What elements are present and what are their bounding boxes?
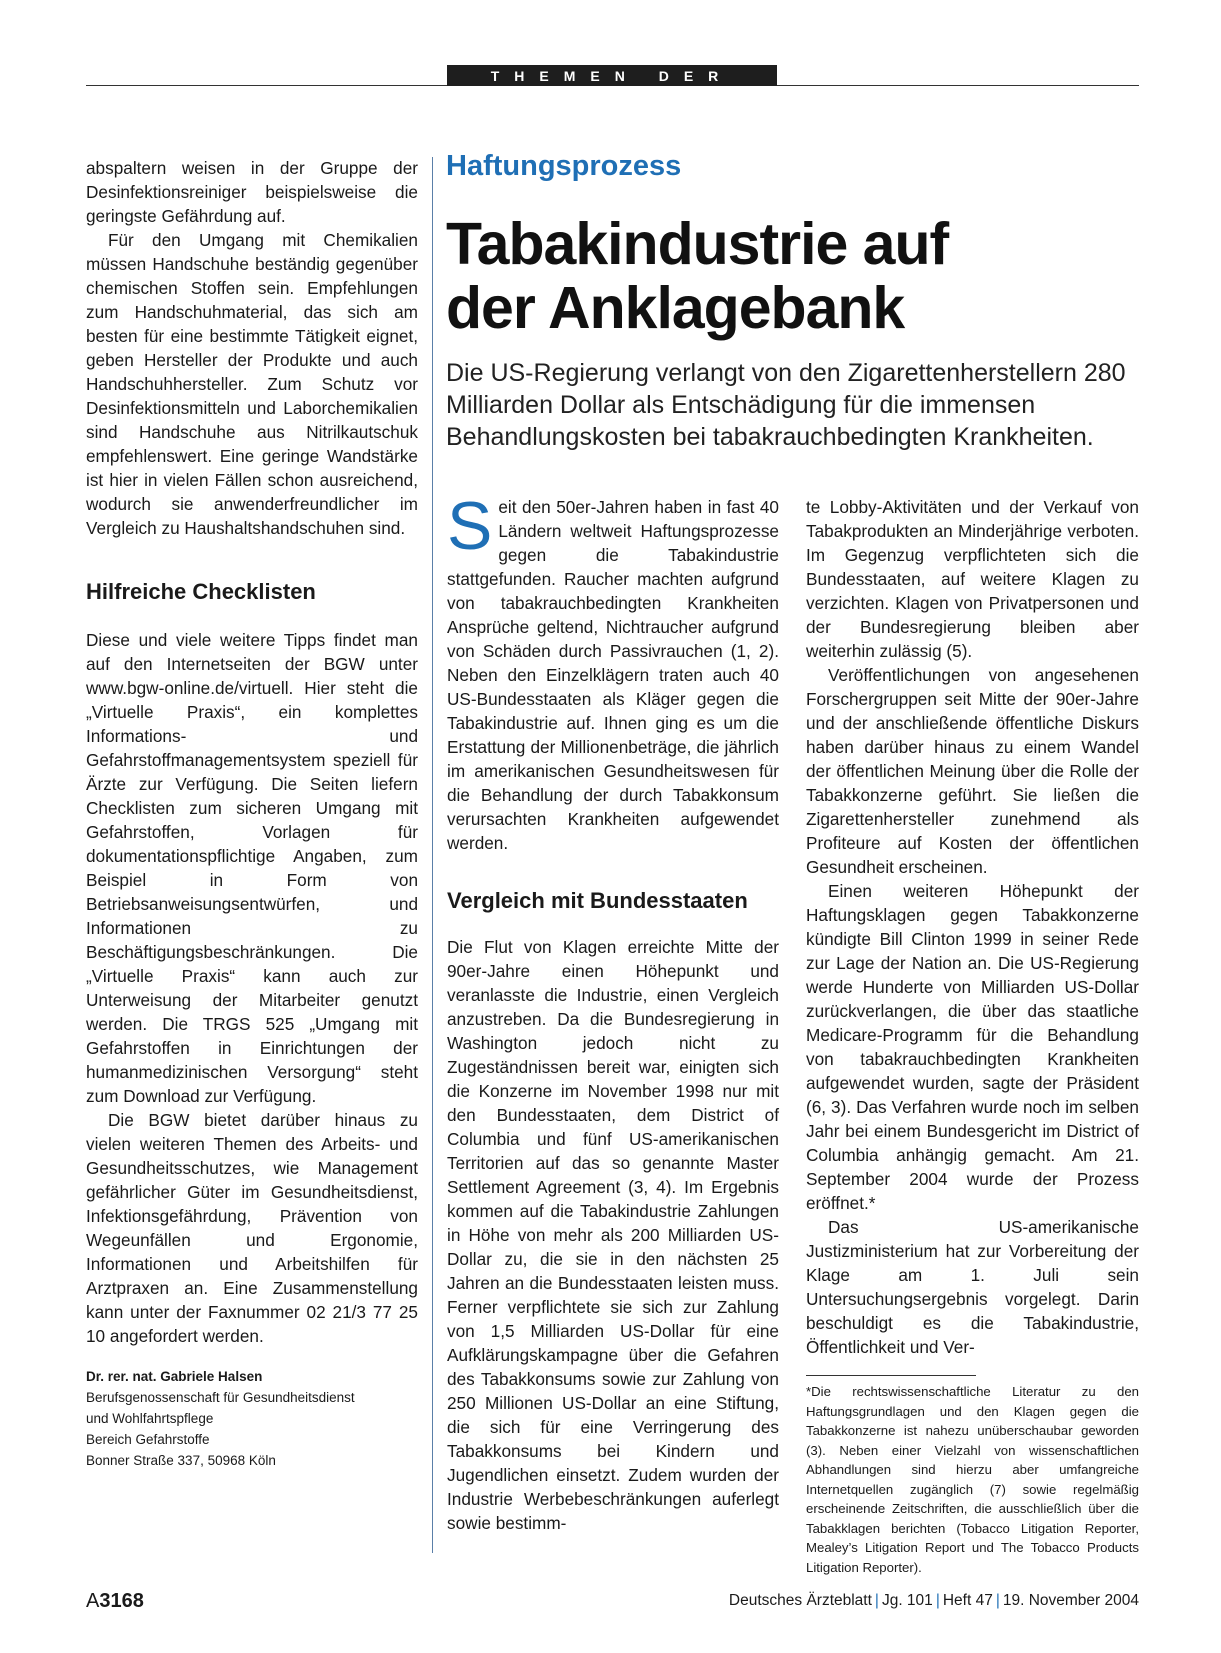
section-label: THEMEN DER ZEIT [447, 65, 777, 86]
left-column [86, 156, 418, 1471]
article-paragraph-4: Veröffentlichungen von angesehenen Forschergruppen seit Mitte der 90er-Jahre und der anschließende öffentliche Diskurs haben darüber hinaus zu einem Wandel der öffentlichen Meinung über die Rolle der Tabakkonzerne geführt. Sie ließen die Zigarettenhersteller zunehmend als Profiteure auf Kosten der öffentlichen Gesundheit erscheinen. [806, 665, 1139, 877]
left-paragraph-1: abspaltern weisen in der Gruppe der Desinfektionsreiniger beispielsweise die geringste Gefährdung auf. [86, 158, 418, 226]
footnote-rule [806, 1375, 976, 1376]
author-block [86, 1366, 418, 1471]
journal-footer [729, 1592, 1139, 1610]
article-kicker: Haftungsprozess [446, 150, 682, 182]
journal-name: Deutsches Ärzteblatt [728, 1592, 872, 1609]
author-affiliation-2: und Wohlfahrtspflege [86, 1411, 214, 1426]
left-subhead: Hilfreiche Checklisten [86, 579, 316, 604]
left-paragraph-3: Diese und viele weitere Tipps findet man auf den Internetseiten der BGW unter www.bgw-online.de/virtuell. Hier steht die „Virtuelle Praxis“, ein komplettes Informations- und Gefahrstoffmanagementsystem speziell für Ärzte zur Verfügung. Die Seiten liefern Checklisten zum sicheren Umgang mit Gefahrstoffen, Vorlagen für dokumentationspflichtige Angaben, zum Beispiel in Form von Betriebsanweisungsentwürfen, und Informationen zu Beschäftigungsbeschränkungen. Die „Virtuelle Praxis“ kann auch zur Unterweisung der Mitarbeiter genutzt werden. Die TRGS 525 „Umgang mit Gefahrstoffen in Einrichtungen der humanmedizinischen Versorgung“ steht zum Download zur Verfügung. [86, 630, 418, 1106]
right-column [806, 495, 1139, 1359]
article-paragraph-3: te Lobby-Aktivitäten und der Verkauf von Tabakprodukten an Minderjährige verboten. Im Gegenzug verpflichteten sich die Bundesstaaten, auf weitere Klagen zu verzichten. Klagen von Privatpersonen und der Bundesregierung bleiben aber weiterhin zulässig (5). [806, 497, 1139, 661]
headline-line-2: der Anklagebank [446, 275, 905, 341]
journal-issue: Heft 47 [942, 1592, 993, 1609]
left-paragraph-2: Für den Umgang mit Chemikalien müssen Handschuhe beständig gegenüber chemischen Stoffen sein. Empfehlungen zum Handschuhmaterial, das sich am besten für eine bestimmte Tätigkeit eignet, geben Hersteller der Produkte und auch Handschuhhersteller. Zum Schutz vor Desinfektionsmitteln und Laborchemikalien sind Handschuhe aus Nitrilkautschuk empfehlenswert. Eine geringe Wandstärke ist hier in vielen Fällen schon ausreichend, wodurch sie anwenderfreundlicher im Vergleich zu Haushaltshandschuhen sind. [86, 230, 418, 538]
author-address: Bonner Straße 337, 50968 Köln [86, 1453, 276, 1468]
author-name: Dr. rer. nat. Gabriele Halsen [86, 1369, 263, 1384]
article-paragraph-6: Das US-amerikanische Justizministerium hat zur Vorbereitung der Klage am 1. Juli sein Untersuchungsergebnis vorgelegt. Darin beschuldigt es die Tabakindustrie, Öffentlichkeit und Ver- [806, 1217, 1139, 1357]
headline-line-1: Tabakindustrie auf [446, 211, 949, 277]
article-lead: Die US-Regierung verlangt von den Zigarettenherstellern 280 Milliarden Dollar als Entschädigung für die immensen Behandlungskosten bei tabakrauchbedingten Krankheiten. [446, 359, 1126, 451]
author-department: Bereich Gefahrstoffe [86, 1432, 210, 1447]
article-paragraph-2: Die Flut von Klagen erreichte Mitte der 90er-Jahre einen Höhepunkt und veranlasste die Industrie, einen Vergleich anzustreben. Da die Bundesregierung in Washington jedoch nicht zu Zugeständnissen bereit war, einigten sich die Konzerne im November 1998 nur mit den Bundesstaaten, dem District of Columbia und fünf US-amerikanischen Territorien auf das so genannte Master Settlement Agreement (3, 4). Im Ergebnis kommen auf die Tabakindustrie Zahlungen in Höhe von mehr als 200 Milliarden US-Dollar zu, die sie in den nächsten 25 Jahren an die Bundesstaaten leisten muss. Ferner verpflichtete sie sich zur Zahlung von 1,5 Milliarden US-Dollar für eine Aufklärungskampagne über die Gefahren des Tabakkonsums sowie zur Zahlung von 250 Millionen US-Dollar an eine Stiftung, die sich für eine Verringerung des Tabakkonsums bei Kindern und Jugendlichen einsetzt. Zudem wurden der Industrie Werbebeschränkungen auferlegt sowie bestimm- [447, 937, 779, 1533]
article-headline [446, 212, 1146, 340]
footnote: *Die rechtswissenschaftliche Literatur zu den Haftungsgrundlagen und den Klagen gegen die Tabakkonzerne ist nahezu unüberschaubar geworden (3). Neben einer Vielzahl von wissenschaftlichen Abhandlungen sind hierzu aber umfangreiche Internetquellen zugänglich (7) sowie regelmäßig erscheinende Zeitschriften, die ausschließlich über die Tabakklagen berichten (Tobacco Litigation Reporter, Mealey’s Litigation Report und The Tobacco Products Litigation Reporter). [806, 1384, 1139, 1575]
journal-volume: Jg. 101 [881, 1592, 933, 1609]
article-paragraph-1 [447, 488, 779, 855]
left-paragraph-4: Die BGW bietet darüber hinaus zu vielen weiteren Themen des Arbeits- und Gesundheitsschutzes, wie Management gefährlicher Güter im Gesundheitsdienst, Infektionsgefährdung, Prävention von Wegeunfällen und Ergonomie, Informationen und Arbeitshilfen für Arztpraxen an. Eine Zusammenstellung kann unter der Faxnummer 02 21/3 77 25 10 angefordert werden. [86, 1110, 418, 1346]
author-affiliation-1: Berufsgenossenschaft für Gesundheitsdienst [86, 1390, 355, 1405]
page-number-value: 3168 [99, 1590, 144, 1612]
article-subhead: Vergleich mit Bundesstaaten [447, 888, 748, 913]
article-paragraph-5: Einen weiteren Höhepunkt der Haftungsklagen gegen Tabakkonzerne kündigte Bill Clinton 1999 in seiner Rede zur Lage der Nation an. Die US-Regierung werde Hunderte von Milliarden US-Dollar zurückverlangen, die über das staatliche Medicare-Programm für die Behandlung von tabakrauchbedingten Krankheiten aufgewendet wurden, sagte der Präsident (6, 3). Das Verfahren wurde noch im selben Jahr bei einem Bundesgericht im District of Columbia anhängig gemacht. Am 21. September 2004 wurde der Prozess eröffnet.* [806, 881, 1139, 1213]
page-prefix: A [86, 1590, 100, 1612]
page-number [86, 1590, 144, 1613]
journal-date: 19. November 2004 [1002, 1592, 1139, 1609]
footer-separator: | [935, 1592, 940, 1609]
footer-separator: | [995, 1592, 1000, 1609]
middle-column [447, 488, 779, 1535]
column-divider [432, 157, 433, 1553]
drop-cap: S [447, 488, 493, 564]
article-paragraph-1-text: eit den 50er-Jahren haben in fast 40 Ländern weltweit Haftungsprozesse gegen die Tabakindustrie stattgefunden. Raucher machten aufgrund von tabakrauchbedingten Krankheiten Ansprüche geltend, Nichtraucher aufgrund von Schäden durch Passivrauchen (1, 2). Neben den Einzelklägern traten auch 40 US-Bundesstaaten als Kläger gegen die Tabakindustrie auf. Ihnen ging es um die Erstattung der Millionenbeträge, die jährlich im amerikanischen Gesundheitswesen für die Behandlung der durch Tabakkonsum verursachten Krankheiten aufgewendet werden. [447, 497, 779, 853]
footer-separator: | [874, 1592, 879, 1609]
